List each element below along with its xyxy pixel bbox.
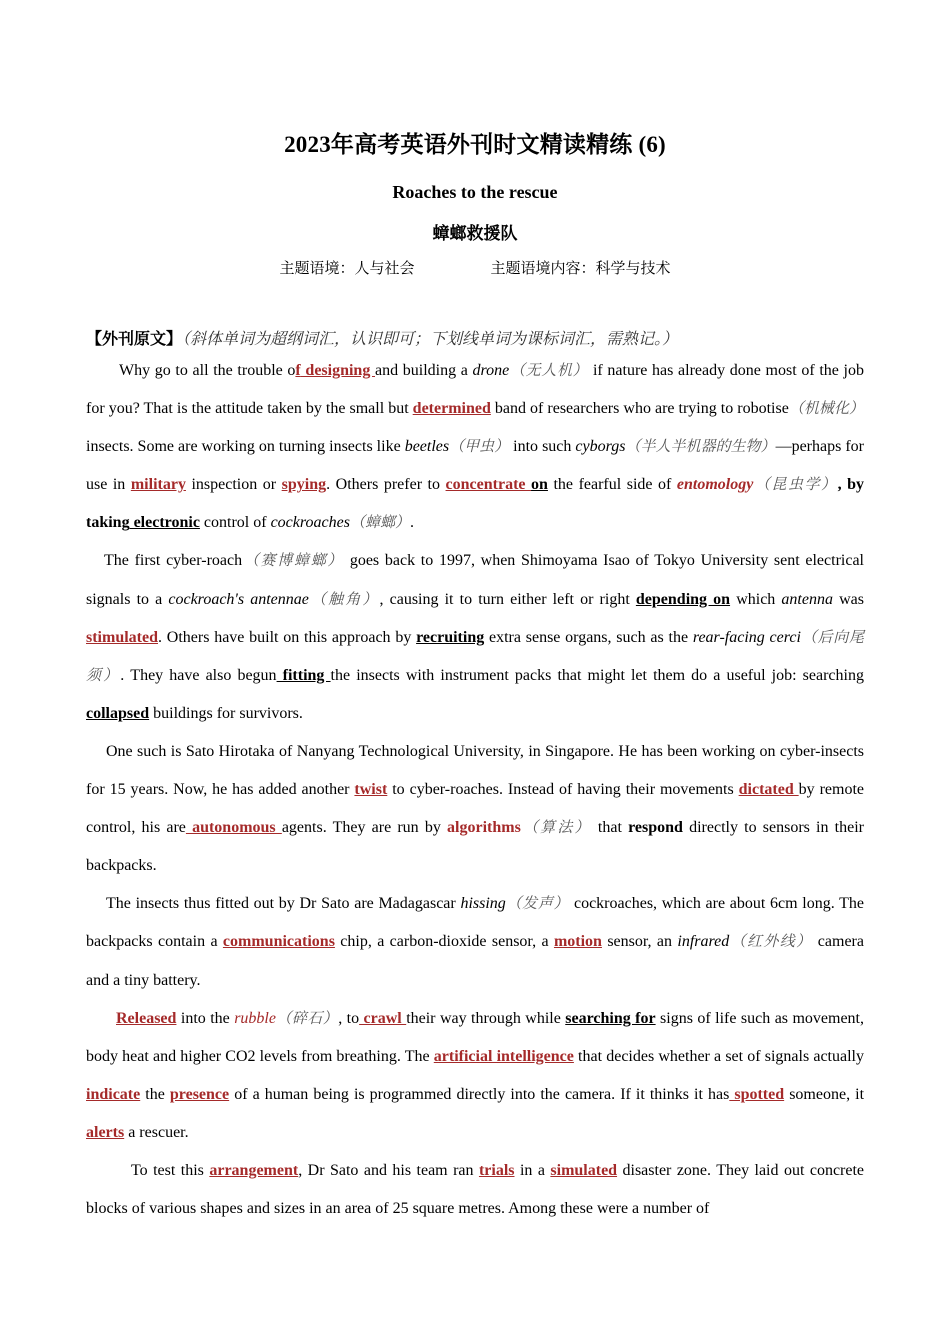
- gloss: （碎石）: [275, 1010, 339, 1027]
- paragraph-6: To test this arrangement, Dr Sato and his team ran trials in a simulated disaster zone. They laid out concrete blocks of various shapes and sizes in an area of 25 square metres. Among these were a number of: [86, 1161, 865, 1218]
- gloss: （蟑螂）: [349, 515, 410, 532]
- gloss: （红外线）: [729, 934, 813, 951]
- vocab-word: on: [531, 476, 548, 494]
- advanced-word: entomology: [676, 476, 754, 494]
- vocab-word: fitting: [276, 666, 331, 684]
- gloss: （半人半机器的生物）: [625, 439, 776, 456]
- vocab-word: stimulated: [86, 628, 158, 646]
- gloss: （触角）: [308, 591, 380, 608]
- theme-context: 主题语境：人与社会: [279, 261, 415, 277]
- article-title: Roaches to the rescue: [392, 182, 558, 202]
- advanced-word: beetles: [404, 438, 450, 456]
- vocab-word: trials: [478, 1161, 515, 1179]
- vocab-word: f: [295, 362, 301, 379]
- vocab-word: dictated: [738, 781, 799, 799]
- vocab-word: autonomous: [185, 819, 282, 837]
- advanced-word: infrared: [677, 933, 730, 951]
- vocab-word: twist: [354, 781, 388, 799]
- gloss: （赛博蟑螂）: [242, 553, 345, 570]
- advanced-word: cyborgs: [575, 438, 626, 456]
- vocab-word: recruiting: [416, 628, 485, 646]
- gloss: （甲虫）: [449, 439, 510, 456]
- vocab-word: motion: [553, 933, 602, 951]
- gloss: （发声）: [505, 896, 570, 913]
- gloss: （机械化）: [788, 401, 864, 418]
- vocab-word: alerts: [86, 1123, 125, 1141]
- section-label: 【外刊原文】: [86, 331, 183, 348]
- advanced-word: algorithms: [447, 819, 521, 837]
- vocab-word: searching for: [565, 1009, 656, 1027]
- paragraph-4: The insects thus fitted out by Dr Sato are Madagascar hissing（发声） cockroaches, which are about 6cm long. The backpacks contain a communications chip, a carbon-dioxide sensor, a motion sensor, an infrared（红外线） camera and a tiny battery.: [86, 895, 864, 989]
- gloss: （后向尾须）: [86, 629, 865, 684]
- vocab-word: collapsed: [86, 704, 150, 722]
- vocab-word: depending on: [635, 590, 731, 608]
- vocab-word: Released: [116, 1009, 177, 1027]
- vocab-word: artificial intelligence: [433, 1047, 574, 1065]
- gloss: （昆虫学）: [753, 477, 838, 494]
- vocab-word: communications: [222, 933, 335, 951]
- paragraph-1: Why go to all the trouble of designing and building a drone（无人机） if nature has already done most of the job for you? That is the attitude taken by the small but determined band of researchers who are trying to robotise（机械化） insects. Some are working on turning insects like beetles（甲虫） into such cyborgs（半人半机器的生物）—perhaps for use in military inspection or spying. Others prefer to concentrate on the fearful side of entomology（昆虫学）, by taking electronic control of cockroaches（蟑螂）.: [86, 362, 864, 532]
- vocab-word: crawl: [359, 1009, 407, 1027]
- gloss: （算法）: [520, 820, 592, 837]
- vocab-word: spotted: [729, 1085, 785, 1103]
- vocab-word: presence: [169, 1085, 230, 1103]
- advanced-word: cockroaches: [270, 514, 350, 532]
- advanced-word: drone: [472, 362, 510, 379]
- article-title-cn: 蟑螂救援队: [432, 224, 518, 243]
- article-body: [86, 352, 864, 1228]
- advanced-word: antenna: [781, 590, 833, 608]
- paragraph-2: The first cyber-roach（赛博蟑螂） goes back to 1997, when Shimoyama Isao of Tokyo University sent electrical signals to a cockroach's antennae（触角）, causing it to turn either left or right depending on which antenna was stimulated. Others have built on this approach by recruiting extra sense organs, such as the rear-facing cerci（后向尾须）. They have also begun fitting the insects with instrument packs that might let them do a useful job: searching collapsed buildings for survivors.: [86, 552, 865, 722]
- vocab-word: electronic: [129, 514, 200, 532]
- vocab-word: concentrate: [445, 476, 532, 494]
- vocab-word: respond: [628, 819, 683, 837]
- theme-content: 主题语境内容：科学与技术: [490, 261, 671, 277]
- vocab-word: military: [130, 476, 186, 494]
- paragraph-5: Released into the rubble（碎石）, to crawl their way through while searching for signs of life such as movement, body heat and higher CO2 levels from breathing. The artificial intelligence that decides whether a set of signals actually indicate the presence of a human being is programmed directly into the camera. If it thinks it has spotted someone, it alerts a rescuer.: [86, 1009, 865, 1141]
- vocab-word: arrangement: [209, 1161, 299, 1179]
- advanced-word: rear-facing cerci: [692, 628, 801, 646]
- page-title: 2023年高考英语外刊时文精读精练 (6): [284, 132, 666, 157]
- section-heading: [86, 326, 866, 349]
- paragraph-3: One such is Sato Hirotaka of Nanyang Technological University, in Singapore. He has been working on cyber-insects for 15 years. Now, he has added another twist to cyber-roaches. Instead of having their movements dictated by remote control, his are autonomous agents. They are run by algorithms（算法） that respond directly to sensors in their backpacks.: [86, 742, 865, 875]
- advanced-word: rubble: [234, 1009, 276, 1027]
- vocab-word: indicate: [86, 1085, 141, 1103]
- advanced-word: cockroach's antennae: [168, 590, 309, 608]
- advanced-word: hissing: [460, 895, 506, 913]
- vocab-word: simulated: [550, 1161, 618, 1179]
- section-note: （斜体单词为超纲词汇，认识即可；下划线单词为课标词汇，需熟记。）: [182, 331, 679, 348]
- gloss: （无人机）: [509, 363, 589, 379]
- theme-line: [0, 257, 950, 278]
- vocab-word: designing: [300, 362, 375, 379]
- vocab-word: determined: [412, 400, 491, 418]
- vocab-word: spying: [281, 476, 327, 494]
